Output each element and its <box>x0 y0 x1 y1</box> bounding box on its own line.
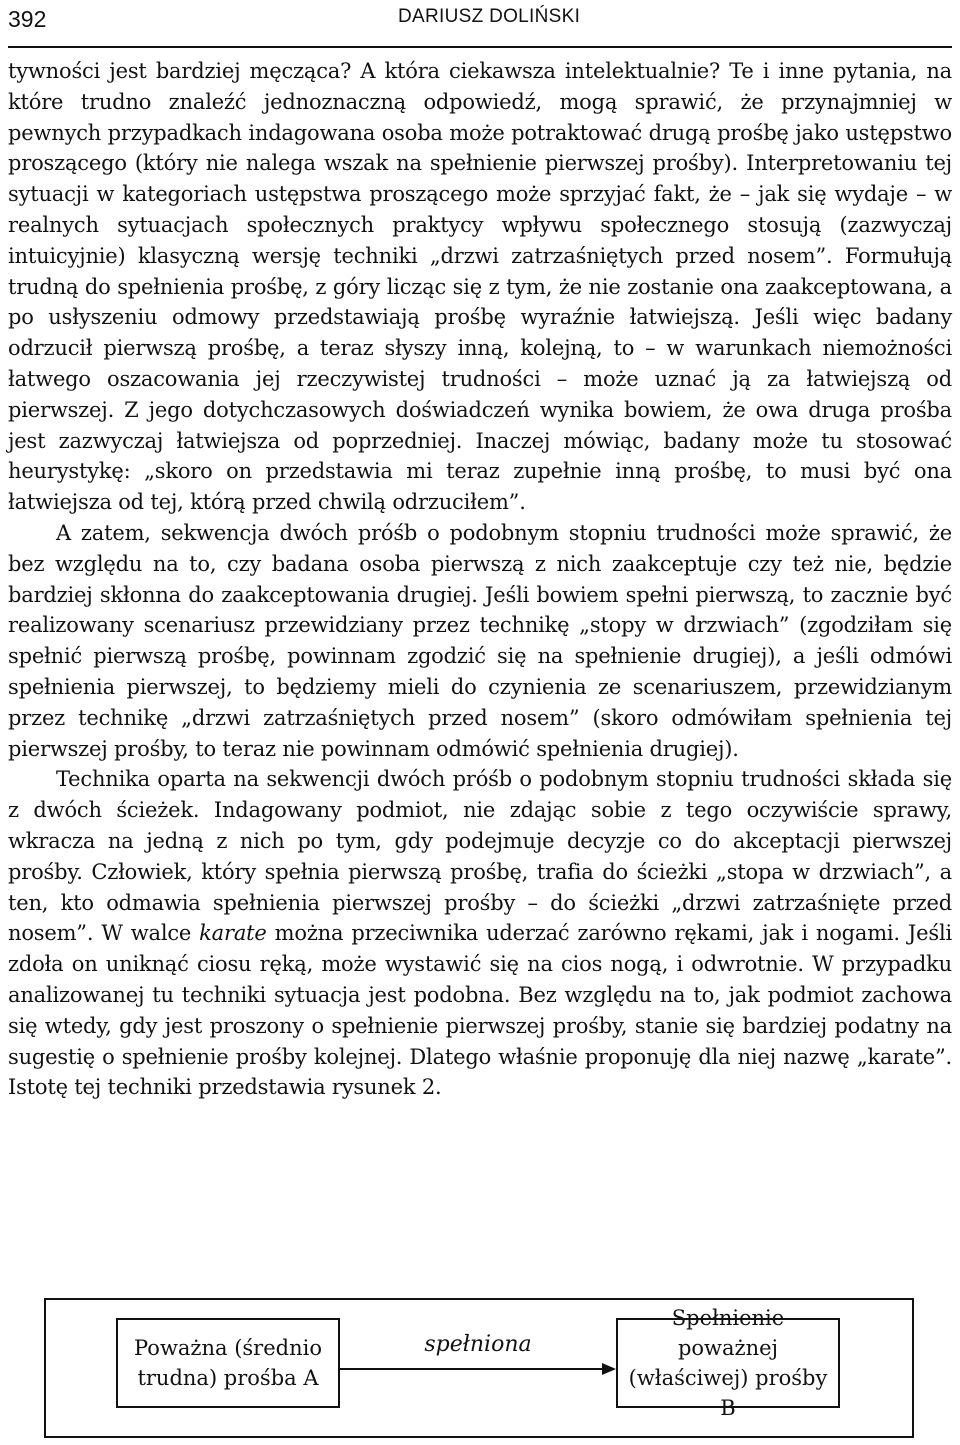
paragraph-2: A zatem, sekwencja dwóch próśb o podobnym stopniu trudności może sprawić, że bez względu na to, czy badana osoba pierwszą z nich zaakceptuje czy też nie, będzie bardziej skłonna do zaakceptowania drugiej. Jeśli bowiem spełni pierwszą, to zacznie być realizowany scenariusz przewidziany przez technikę „stopy w drzwiach” (zgodziłam się spełnić pierwszą prośbę, powinnam zgodzić się na spełnienie drugiej), a jeśli odmówi spełnienia pierwszej, to będziemy mieli do czynienia ze scenariuszem, przewidzianym przez technikę „drzwi zatrzaśniętych przed nosem” (skoro odmówiłam spełnienia tej pierwszej prośby, to teraz nie powinnam odmówić spełnienia drugiej). <box>8 520 952 761</box>
request-a-box <box>116 1318 340 1408</box>
request-b-label: Spełnienie poważnej (właściwej) prośby B <box>628 1306 828 1420</box>
running-head: DARIUSZ DOLIŃSKI <box>398 6 581 27</box>
request-b-box <box>616 1306 840 1420</box>
paragraph-3-part-2: można przeciwnika uderzać zarówno rękami, jak i nogami. Jeśli zdoła on uniknąć ciosu ręką, może wystawić się na cios nogą, i odwrotnie. W przypadku analizowanej tu techniki sytuacja jest podobna. Bez względu na to, jak podmiot zachowa się wtedy, gdy jest proszony o spełnienie pierwszej prośby, stanie się bardziej podatny na sugestię o spełnienie prośby kolejnej. Dlatego właśnie proponuję dla niej nazwę „karate”. Istotę tej techniki przedstawia rysunek 2. <box>8 921 952 1100</box>
page-header <box>8 0 952 48</box>
paragraph-1: tywności jest bardziej męcząca? A która ciekawsza intelektualnie? Te i inne pytania, na które trudno znaleźć jednoznaczną odpowiedź, mogą sprawić, że przynajmniej w pewnych przypadkach indagowana osoba może potraktować drugą prośbę jako ustępstwo proszącego (który nie nalega wszak na spełnienie pierwszej prośby). Interpretowaniu tej sytuacji w kategoriach ustępstwa proszącego może sprzyjać fakt, że – jak się wydaje – w realnych sytuacjach społecznych praktycy wpływu społecznego stosują (zazwyczaj intuicyjnie) klasyczną wersję techniki „drzwi zatrzaśniętych przed nosem”. Formułują trudną do spełnienia prośbę, z góry licząc się z tym, że nie zostanie ona zaakceptowana, a po usłyszeniu odmowy przedstawiają prośbę wyraźnie łatwiejszą. Jeśli więc badany odrzucił pierwszą prośbę, a teraz słyszy inną, kolejną, to – w warunkach niemożności łatwego oszacowania jej rzeczywistej trudności – może uznać ją za łatwiejszą od pierwszej. Z jego dotychczasowych doświadczeń wynika bowiem, że owa druga prośba jest zazwyczaj łatwiejsza od poprzedniej. Inaczej mówiąc, badany może tu stosować heurystykę: „skoro on przedstawia mi teraz zupełnie inną prośbę, to musi być ona łatwiejsza od tej, którą przed chwilą odrzuciłem”. <box>8 59 952 515</box>
paragraph-3 <box>8 764 952 1103</box>
page-number: 392 <box>8 6 47 32</box>
request-a-label: Poważna (średnio trudna) prośba A <box>134 1336 322 1390</box>
figure-diagram <box>44 1298 914 1438</box>
paragraph-3-part-1: Technika oparta na sekwencji dwóch próśb o podobnym stopniu trudności składa się z dwóch ścieżek. Indagowany podmiot, nie zdając sobie z tego oczywiście sprawy, wkracza na jedną z nich po tym, gdy podejmuje decyzje co do akceptacji pierwszej prośby. Człowiek, który spełnia pierwszą prośbę, trafia do ścieżki „stopa w drzwiach”, a ten, kto odmawia spełnienia pierwszej prośby – do ścieżki „drzwi zatrzaśnięte przed nosem”. W walce <box>8 767 952 946</box>
arrow-label: spełniona <box>424 1332 532 1357</box>
italic-term: karate <box>199 921 267 946</box>
body-text <box>8 56 952 1103</box>
arrow-icon <box>340 1362 616 1376</box>
